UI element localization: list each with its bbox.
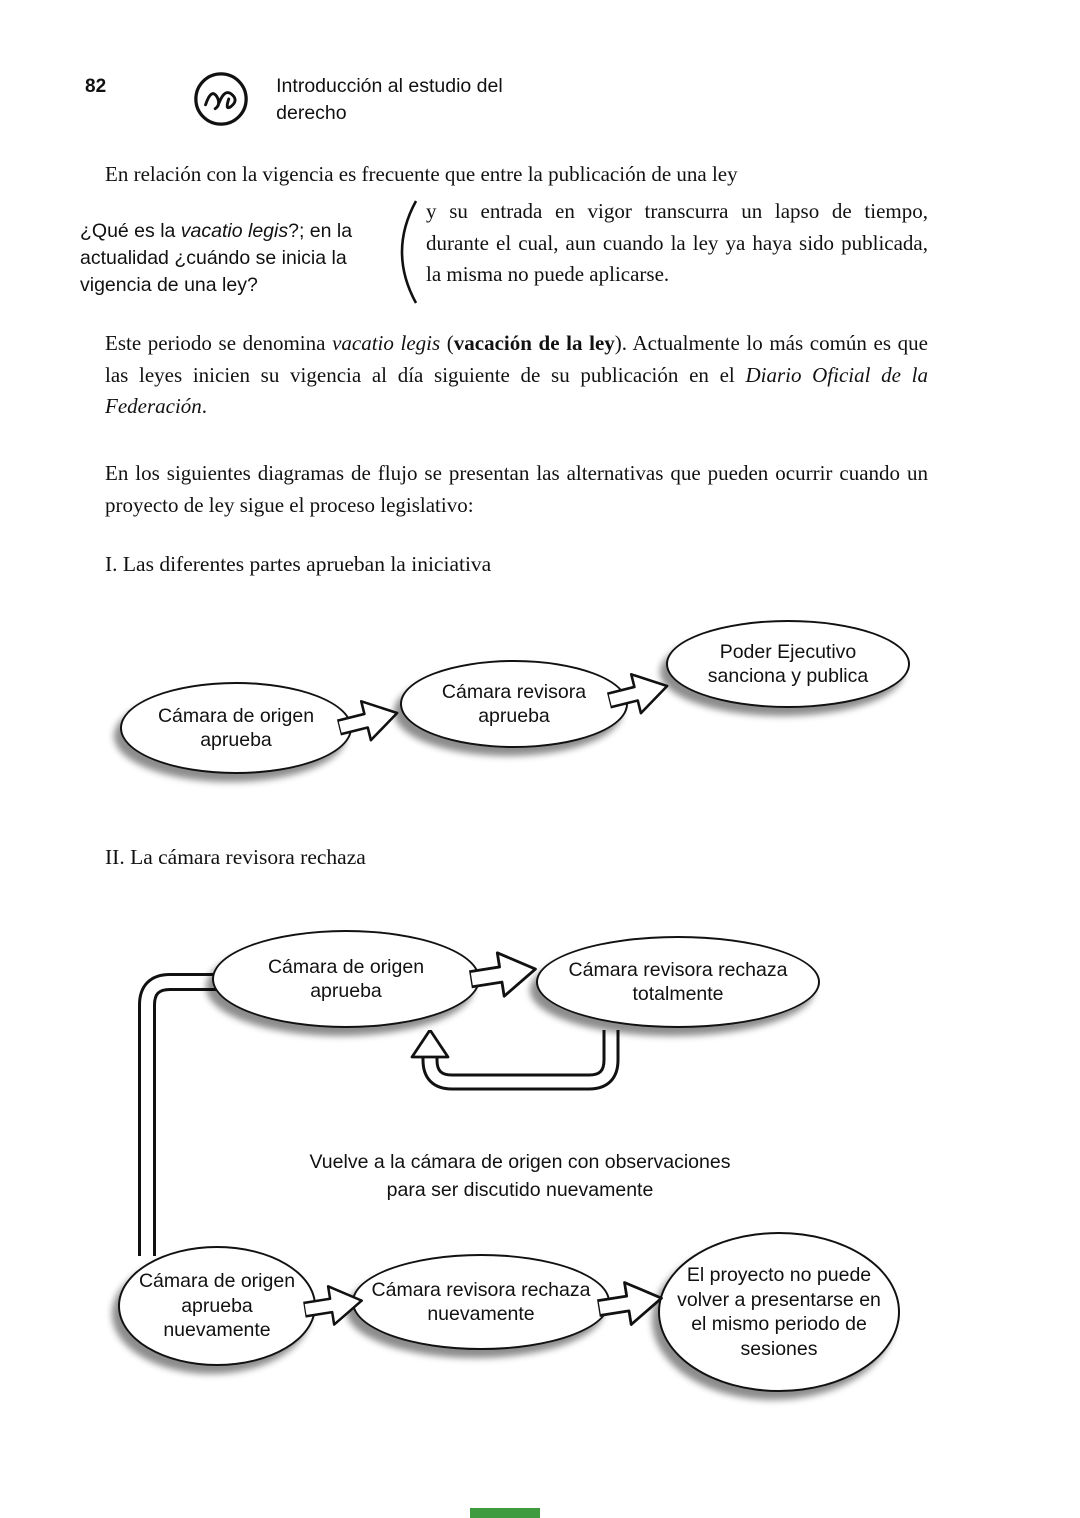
margin-note xyxy=(80,218,376,306)
paragraph-intro-continuation: y su entrada en vigor transcurra un lapso de tiempo, durante el cual, aun cuando la ley ya haya sido publicada, la misma no puede aplicarse. xyxy=(426,199,928,286)
return-arrow-icon xyxy=(400,1030,640,1120)
paragraph-vacatio-italic2: Diario Oficial de la Federación xyxy=(105,362,928,418)
flow-node-camara-revisora-aprueba: Cámara revisora aprueba xyxy=(400,660,628,748)
page-header xyxy=(85,70,551,128)
section-heading-2: II. La cámara revisora rechaza xyxy=(105,845,366,869)
elbow-connector xyxy=(125,958,230,1258)
flow-arrow-icon xyxy=(603,663,674,723)
paragraph-diagramas: En los siguientes diagramas de flujo se presentan las alternativas que pueden ocurrir cuando un proyecto de ley sigue el proceso legislativo: xyxy=(105,461,928,517)
page-number: 82 xyxy=(85,76,107,97)
margin-note-text2: ?; en la actualidad ¿cuándo se inicia la vigencia de una ley? xyxy=(80,220,353,296)
paragraph-vacatio-italic1: vacatio legis xyxy=(332,331,441,355)
return-caption-line1: Vuelve a la cámara de origen con observaciones xyxy=(309,1151,731,1173)
bottom-artifact xyxy=(470,1508,540,1518)
flow-arrow-icon xyxy=(301,1278,367,1333)
brace-curve xyxy=(376,198,426,306)
flow-node-origen-aprueba-nuevamente: Cámara de origen aprueba nuevamente xyxy=(118,1246,316,1366)
paragraph-vacatio-text1: Este periodo se denomina xyxy=(105,331,333,355)
publisher-logo-icon xyxy=(192,70,250,128)
paragraph-vacatio-text4: . xyxy=(201,394,208,418)
flow-node-revisora-rechaza-totalmente: Cámara revisora rechaza totalmente xyxy=(536,936,820,1028)
flow-node-camara-origen-aprueba-2: Cámara de origen aprueba xyxy=(212,930,480,1028)
flow-node-revisora-rechaza-nuevamente: Cámara revisora rechaza nuevamente xyxy=(352,1254,610,1350)
flow-arrow-icon xyxy=(466,943,541,1005)
paragraph-vacatio-text2: ( xyxy=(440,331,454,355)
flow-node-camara-origen-aprueba: Cámara de origen aprueba xyxy=(120,682,352,774)
flow-arrow-icon xyxy=(594,1273,667,1333)
return-caption-line2: para ser discutido nuevamente xyxy=(386,1179,654,1201)
margin-note-row xyxy=(80,196,928,306)
paragraph-intro-line1: En relación con la vigencia es frecuente que entre la publicación de una ley xyxy=(105,162,738,186)
section-heading-1: I. Las diferentes partes aprueban la iniciativa xyxy=(105,552,492,576)
paragraph-vacatio-text3: ). Actualmente lo más común es que las leyes inicien su vigencia al día siguiente de su publicación en el xyxy=(105,331,928,387)
flow-arrow-icon xyxy=(333,690,404,750)
flow-node-proyecto-no-vuelve: El proyecto no puede volver a presentarse en el mismo periodo de sesiones xyxy=(658,1232,900,1392)
paragraph-vacatio xyxy=(105,328,928,423)
book-title: Introducción al estudio del derecho xyxy=(276,75,503,124)
flow-node-poder-ejecutivo: Poder Ejecutivo sanciona y publica xyxy=(666,620,910,708)
margin-note-italic: vacatio legis xyxy=(180,220,289,242)
paragraph-vacatio-bold: vacación de la ley xyxy=(453,331,615,355)
margin-note-text: ¿Qué es la xyxy=(80,220,181,242)
return-caption xyxy=(190,1148,850,1204)
